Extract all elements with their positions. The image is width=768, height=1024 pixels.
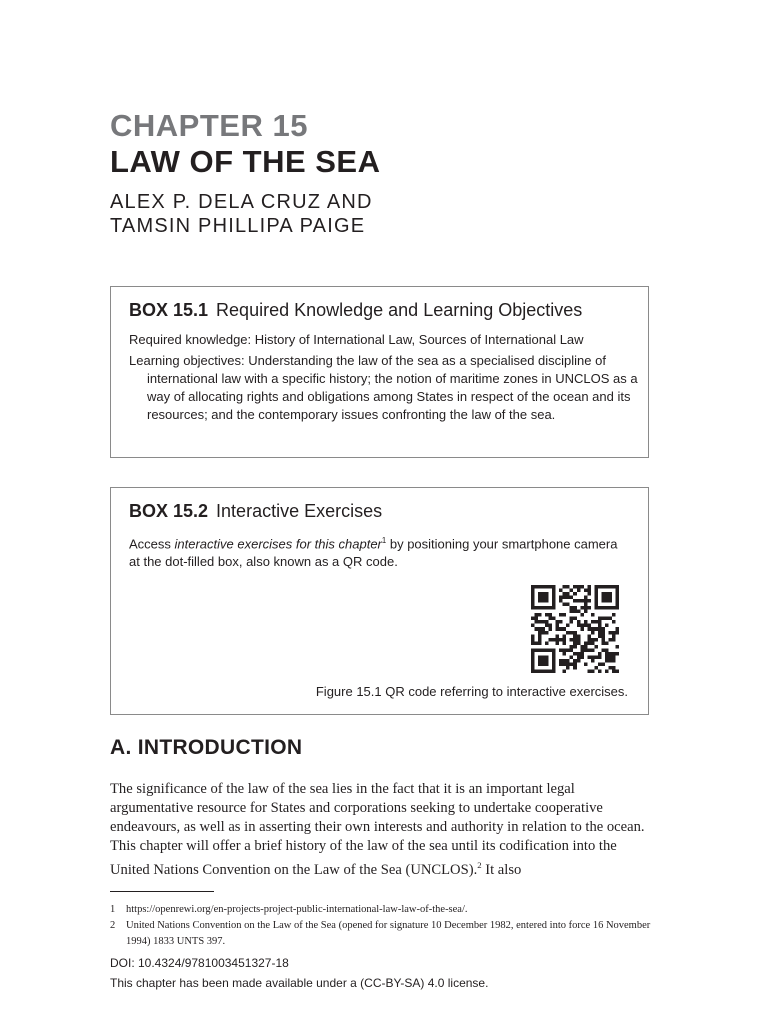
learning-objectives-text: : Understanding the law of the sea as a specialised discipline of international law with a specific history; the notion of maritime zones in UNCLOS as a way of allocating rights and obligations among States in respect of the ocean and its resources; and the contemporary issues confronting the law of the sea. — [147, 353, 638, 422]
chapter-title: LAW OF THE SEA — [110, 144, 381, 179]
learning-objectives-label: Learning objectives — [129, 353, 242, 368]
license-line: This chapter has been made available under a (CC-BY-SA) 4.0 license. — [110, 976, 489, 990]
box2-heading — [129, 501, 382, 522]
access-italic: interactive exercises for this chapter — [174, 536, 382, 552]
box1-heading — [129, 300, 582, 321]
footnote-1 — [110, 902, 468, 918]
footnote-ref-2[interactable]: 2 — [477, 860, 482, 870]
access-prefix: Access — [129, 536, 175, 552]
figure-caption: Figure 15.1 QR code referring to interactive exercises. — [315, 684, 628, 699]
author-line-2: TAMSIN PHILLIPA PAIGE — [110, 215, 366, 237]
box2-title: Interactive Exercises — [216, 501, 383, 521]
box2-number: BOX 15.2 — [129, 501, 209, 521]
doi-line: DOI: 10.4324/9781003451327-18 — [110, 956, 289, 970]
qr-code-icon[interactable] — [529, 585, 621, 673]
required-knowledge — [129, 331, 634, 349]
section-heading: A. INTRODUCTION — [110, 736, 303, 759]
box1-number: BOX 15.1 — [129, 300, 209, 320]
chapter-label: CHAPTER 15 — [110, 108, 308, 143]
access-suffix: by positioning your smartphone camera at the dot-filled box, also known as a QR code. — [129, 536, 618, 570]
footnote-2-text: United Nations Convention on the Law of the Sea (opened for signature 10 December 1982, entered into force 16 November 1994) 1833 UNTS 397. — [126, 920, 651, 947]
footnote-ref-1[interactable]: 1 — [381, 536, 387, 545]
access-instructions — [129, 532, 629, 571]
required-knowledge-label: Required knowledge — [129, 332, 248, 347]
required-knowledge-text: : History of International Law, Sources of International Law — [247, 332, 584, 347]
footnote-divider — [110, 891, 214, 892]
learning-objectives — [129, 352, 652, 424]
intro-body-text: The significance of the law of the sea lies in the fact that it is an important legal argumentative resource for States and corporations seeking to undertake cooperative endeavours, as well as in asserting their own interests and authority in relation to the ocean. This chapter will offer a brief history of the law of the sea until its codification into the United Nations Convention on the Law of the Sea (UNCLOS). — [110, 781, 645, 878]
footnote-1-number: 1 — [110, 904, 116, 915]
box1-title: Required Knowledge and Learning Objectives — [216, 300, 583, 320]
box-learning-objectives — [110, 286, 649, 458]
intro-body-end: It also — [481, 861, 522, 878]
box-interactive-exercises — [110, 487, 649, 715]
intro-paragraph — [110, 780, 650, 880]
footnote-2-number: 2 — [110, 920, 116, 931]
author-line-1: ALEX P. DELA CRUZ AND — [110, 191, 373, 213]
footnote-2 — [110, 918, 656, 950]
footnote-1-link[interactable]: https://openrewi.org/en-projects-project-public-international-law-law-of-the-sea/. — [126, 904, 468, 915]
